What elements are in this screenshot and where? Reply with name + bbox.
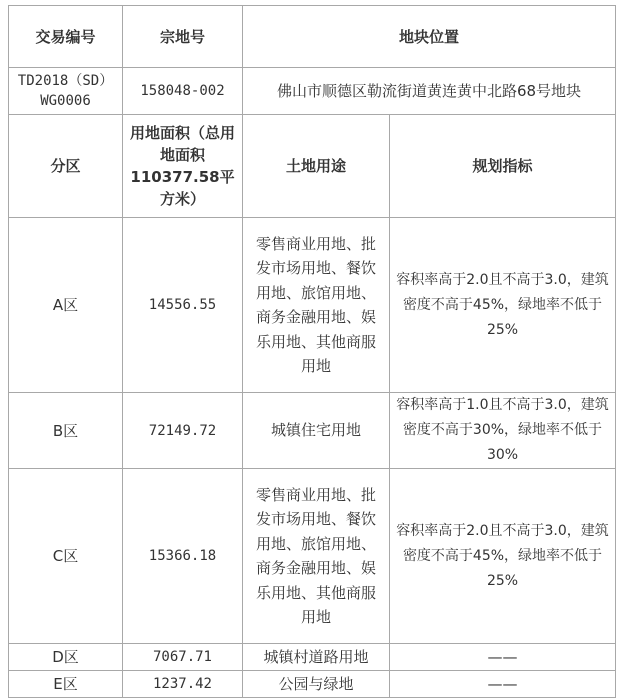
table-row — [9, 671, 616, 698]
index-cell: 容积率高于2.0且不高于3.0，建筑密度不高于45%，绿地率不低于25% — [390, 218, 616, 393]
trade-no-header: 交易编号 — [9, 6, 123, 68]
use-cell: 公园与绿地 — [243, 671, 390, 698]
zone-cell: E区 — [9, 671, 123, 698]
index-cell: —— — [390, 671, 616, 698]
area-cell: 72149.72 — [123, 393, 243, 469]
index-header: 规划指标 — [390, 115, 616, 218]
table-row — [9, 644, 616, 671]
index-cell: 容积率高于1.0且不高于3.0，建筑密度不高于30%，绿地率不低于30% — [390, 393, 616, 469]
use-cell: 城镇村道路用地 — [243, 644, 390, 671]
area-cell: 14556.55 — [123, 218, 243, 393]
location-value: 佛山市顺德区勒流街道黄连黄中北路68号地块 — [243, 68, 616, 115]
use-cell: 零售商业用地、批发市场用地、餐饮用地、旅馆用地、商务金融用地、娱乐用地、其他商服用地 — [243, 218, 390, 393]
zone-cell: D区 — [9, 644, 123, 671]
index-cell: —— — [390, 644, 616, 671]
area-cell: 7067.71 — [123, 644, 243, 671]
use-cell: 零售商业用地、批发市场用地、餐饮用地、旅馆用地、商务金融用地、娱乐用地、其他商服用地 — [243, 469, 390, 644]
table-row — [9, 469, 616, 644]
zone-cell: B区 — [9, 393, 123, 469]
table-row — [9, 218, 616, 393]
parcel-no-value: 158048-002 — [123, 68, 243, 115]
info-row — [9, 68, 616, 115]
header-row — [9, 6, 616, 68]
zone-cell: C区 — [9, 469, 123, 644]
index-cell: 容积率高于2.0且不高于3.0，建筑密度不高于45%，绿地率不低于25% — [390, 469, 616, 644]
area-header: 用地面积（总用地面积110377.58平方米） — [123, 115, 243, 218]
location-header: 地块位置 — [243, 6, 616, 68]
trade-no-value: TD2018（SD）WG0006 — [9, 68, 123, 115]
zone-cell: A区 — [9, 218, 123, 393]
area-cell: 15366.18 — [123, 469, 243, 644]
table-row — [9, 393, 616, 469]
use-cell: 城镇住宅用地 — [243, 393, 390, 469]
header2-row — [9, 115, 616, 218]
zone-header: 分区 — [9, 115, 123, 218]
land-parcel-table — [8, 5, 616, 698]
use-header: 土地用途 — [243, 115, 390, 218]
area-cell: 1237.42 — [123, 671, 243, 698]
parcel-no-header: 宗地号 — [123, 6, 243, 68]
